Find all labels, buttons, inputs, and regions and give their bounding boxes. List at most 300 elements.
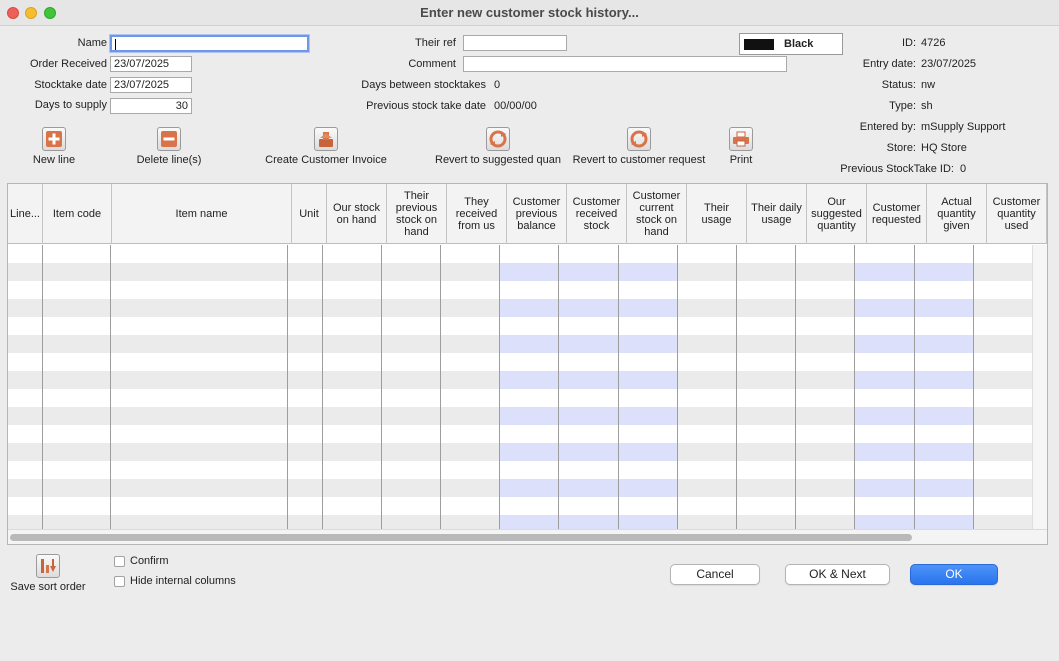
table-cell[interactable] [855,443,914,461]
table-cell[interactable] [323,425,382,443]
table-cell[interactable] [441,389,500,407]
table-cell[interactable] [43,281,111,299]
table-cell[interactable] [43,515,111,530]
table-cell[interactable] [619,443,678,461]
table-cell[interactable] [974,245,1033,263]
table-cell[interactable] [111,281,289,299]
table-cell[interactable] [855,461,914,479]
table-cell[interactable] [619,461,678,479]
table-cell[interactable] [915,281,974,299]
table-cell[interactable] [500,353,559,371]
table-cell[interactable] [974,407,1033,425]
table-cell[interactable] [678,371,737,389]
table-cell[interactable] [737,281,796,299]
table-cell[interactable] [974,425,1033,443]
table-cell[interactable] [382,335,441,353]
table-cell[interactable] [382,317,441,335]
name-input[interactable] [110,35,309,52]
table-cell[interactable] [796,371,855,389]
column-header[interactable]: Customer requested [867,184,927,244]
column-header[interactable]: Customer previous balance [507,184,567,244]
table-cell[interactable] [500,407,559,425]
table-cell[interactable] [43,335,111,353]
table-cell[interactable] [915,245,974,263]
table-cell[interactable] [974,371,1033,389]
table-cell[interactable] [288,479,323,497]
table-cell[interactable] [559,245,618,263]
table-cell[interactable] [619,299,678,317]
table-cell[interactable] [974,353,1033,371]
table-cell[interactable] [8,389,43,407]
table-cell[interactable] [8,407,43,425]
table-cell[interactable] [8,317,43,335]
table-cell[interactable] [382,497,441,515]
table-cell[interactable] [855,479,914,497]
table-cell[interactable] [678,461,737,479]
column-header[interactable]: Line... [8,184,43,244]
table-cell[interactable] [855,389,914,407]
table-row[interactable] [8,353,1033,371]
table-row[interactable] [8,461,1033,479]
table-cell[interactable] [737,515,796,530]
table-cell[interactable] [288,407,323,425]
table-cell[interactable] [441,425,500,443]
table-cell[interactable] [796,317,855,335]
table-cell[interactable] [678,353,737,371]
table-row[interactable] [8,479,1033,497]
table-cell[interactable] [559,443,618,461]
table-cell[interactable] [796,407,855,425]
table-cell[interactable] [500,497,559,515]
table-cell[interactable] [441,371,500,389]
table-cell[interactable] [43,263,111,281]
table-cell[interactable] [796,281,855,299]
table-cell[interactable] [559,479,618,497]
column-header[interactable]: Our suggested quantity [807,184,867,244]
table-cell[interactable] [915,479,974,497]
table-cell[interactable] [915,515,974,530]
table-cell[interactable] [559,389,618,407]
table-cell[interactable] [288,263,323,281]
table-cell[interactable] [619,515,678,530]
table-cell[interactable] [678,389,737,407]
table-cell[interactable] [974,515,1033,530]
table-cell[interactable] [323,371,382,389]
table-cell[interactable] [500,335,559,353]
table-cell[interactable] [8,443,43,461]
table-cell[interactable] [974,497,1033,515]
table-cell[interactable] [111,479,289,497]
table-cell[interactable] [43,353,111,371]
table-cell[interactable] [382,443,441,461]
table-cell[interactable] [974,299,1033,317]
table-cell[interactable] [111,425,289,443]
table-cell[interactable] [288,335,323,353]
table-cell[interactable] [855,425,914,443]
table-cell[interactable] [678,515,737,530]
table-cell[interactable] [974,479,1033,497]
table-cell[interactable] [111,461,289,479]
table-cell[interactable] [737,245,796,263]
table-row[interactable] [8,497,1033,515]
revert-suggested-button[interactable] [434,127,562,166]
table-cell[interactable] [441,281,500,299]
table-cell[interactable] [974,461,1033,479]
table-cell[interactable] [855,407,914,425]
ok-next-button[interactable]: OK & Next [785,564,890,585]
table-cell[interactable] [323,317,382,335]
table-cell[interactable] [382,299,441,317]
table-cell[interactable] [8,335,43,353]
table-cell[interactable] [111,515,289,530]
table-row[interactable] [8,299,1033,317]
new-line-button[interactable] [28,127,80,166]
table-cell[interactable] [382,461,441,479]
table-cell[interactable] [678,425,737,443]
table-cell[interactable] [43,443,111,461]
table-cell[interactable] [288,497,323,515]
table-cell[interactable] [441,407,500,425]
create-invoice-button[interactable] [264,127,388,166]
table-cell[interactable] [619,407,678,425]
table-cell[interactable] [111,353,289,371]
table-cell[interactable] [559,425,618,443]
table-row[interactable] [8,443,1033,461]
comment-input[interactable] [463,56,787,72]
table-cell[interactable] [559,317,618,335]
table-cell[interactable] [796,497,855,515]
table-cell[interactable] [323,497,382,515]
column-header[interactable]: Actual quantity given [927,184,987,244]
table-cell[interactable] [796,299,855,317]
table-cell[interactable] [796,245,855,263]
table-cell[interactable] [441,461,500,479]
table-row[interactable] [8,245,1033,263]
table-cell[interactable] [678,299,737,317]
table-cell[interactable] [43,425,111,443]
table-cell[interactable] [559,371,618,389]
table-cell[interactable] [855,299,914,317]
table-row[interactable] [8,515,1033,530]
table-cell[interactable] [796,479,855,497]
table-cell[interactable] [441,317,500,335]
table-cell[interactable] [737,263,796,281]
table-cell[interactable] [500,281,559,299]
table-cell[interactable] [8,245,43,263]
print-button[interactable] [722,127,760,166]
table-cell[interactable] [915,407,974,425]
table-cell[interactable] [737,497,796,515]
table-cell[interactable] [382,389,441,407]
table-cell[interactable] [288,245,323,263]
table-cell[interactable] [382,353,441,371]
table-cell[interactable] [737,371,796,389]
table-cell[interactable] [619,425,678,443]
table-body[interactable] [8,245,1033,530]
table-cell[interactable] [500,479,559,497]
table-cell[interactable] [974,443,1033,461]
table-cell[interactable] [441,443,500,461]
table-cell[interactable] [500,317,559,335]
table-cell[interactable] [111,335,289,353]
table-cell[interactable] [855,515,914,530]
table-cell[interactable] [559,353,618,371]
delete-lines-button[interactable] [132,127,206,166]
table-cell[interactable] [559,515,618,530]
table-cell[interactable] [737,425,796,443]
table-cell[interactable] [323,353,382,371]
column-header[interactable]: They received from us [447,184,507,244]
table-cell[interactable] [915,371,974,389]
table-cell[interactable] [43,497,111,515]
table-cell[interactable] [915,497,974,515]
table-cell[interactable] [678,443,737,461]
column-header[interactable]: Their daily usage [747,184,807,244]
hide-internal-columns-checkbox[interactable] [114,576,125,587]
table-cell[interactable] [855,353,914,371]
table-cell[interactable] [288,317,323,335]
table-cell[interactable] [915,461,974,479]
table-cell[interactable] [500,371,559,389]
table-cell[interactable] [8,263,43,281]
table-cell[interactable] [323,407,382,425]
table-cell[interactable] [678,281,737,299]
table-cell[interactable] [855,371,914,389]
table-cell[interactable] [678,263,737,281]
table-cell[interactable] [111,407,289,425]
table-cell[interactable] [288,371,323,389]
scrollbar-thumb[interactable] [10,534,912,541]
table-cell[interactable] [796,443,855,461]
table-cell[interactable] [737,335,796,353]
table-cell[interactable] [559,299,618,317]
table-cell[interactable] [500,425,559,443]
table-cell[interactable] [737,353,796,371]
table-cell[interactable] [323,479,382,497]
table-cell[interactable] [8,461,43,479]
table-cell[interactable] [288,281,323,299]
vertical-scroll-track[interactable] [1032,245,1047,530]
table-cell[interactable] [500,515,559,530]
table-cell[interactable] [796,353,855,371]
ok-button[interactable]: OK [910,564,998,585]
revert-request-button[interactable] [570,127,708,166]
table-cell[interactable] [559,407,618,425]
table-cell[interactable] [855,281,914,299]
table-cell[interactable] [619,335,678,353]
column-header[interactable]: Customer received stock [567,184,627,244]
table-cell[interactable] [323,263,382,281]
table-cell[interactable] [737,479,796,497]
table-cell[interactable] [8,515,43,530]
table-cell[interactable] [915,317,974,335]
table-cell[interactable] [500,299,559,317]
table-cell[interactable] [111,443,289,461]
table-cell[interactable] [441,479,500,497]
table-cell[interactable] [559,335,618,353]
table-cell[interactable] [855,245,914,263]
table-row[interactable] [8,389,1033,407]
table-cell[interactable] [915,353,974,371]
table-cell[interactable] [8,425,43,443]
table-cell[interactable] [619,479,678,497]
table-cell[interactable] [382,371,441,389]
table-cell[interactable] [43,479,111,497]
table-cell[interactable] [737,461,796,479]
table-cell[interactable] [111,245,289,263]
table-cell[interactable] [796,389,855,407]
table-cell[interactable] [796,335,855,353]
table-cell[interactable] [974,335,1033,353]
table-cell[interactable] [619,245,678,263]
table-cell[interactable] [111,497,289,515]
table-cell[interactable] [323,389,382,407]
table-cell[interactable] [8,497,43,515]
table-cell[interactable] [43,317,111,335]
horizontal-scrollbar[interactable] [8,529,1047,544]
table-cell[interactable] [43,389,111,407]
table-cell[interactable] [619,389,678,407]
table-cell[interactable] [619,353,678,371]
column-header[interactable]: Item code [43,184,112,244]
table-cell[interactable] [323,443,382,461]
column-header[interactable]: Their previous stock on hand [387,184,447,244]
table-cell[interactable] [111,299,289,317]
their-ref-input[interactable] [463,35,567,51]
table-cell[interactable] [737,299,796,317]
table-cell[interactable] [43,371,111,389]
table-cell[interactable] [855,317,914,335]
table-cell[interactable] [288,515,323,530]
table-cell[interactable] [974,281,1033,299]
table-cell[interactable] [500,389,559,407]
table-cell[interactable] [288,443,323,461]
table-cell[interactable] [382,281,441,299]
table-cell[interactable] [974,317,1033,335]
table-cell[interactable] [855,263,914,281]
table-cell[interactable] [915,389,974,407]
table-cell[interactable] [559,281,618,299]
table-cell[interactable] [8,479,43,497]
table-row[interactable] [8,371,1033,389]
table-cell[interactable] [796,461,855,479]
table-cell[interactable] [111,389,289,407]
table-cell[interactable] [678,479,737,497]
column-header[interactable]: Their usage [687,184,747,244]
table-cell[interactable] [8,371,43,389]
column-header[interactable]: Unit [292,184,327,244]
table-cell[interactable] [737,443,796,461]
table-cell[interactable] [382,407,441,425]
table-cell[interactable] [559,461,618,479]
days-to-supply-field[interactable]: 30 [110,98,192,114]
table-cell[interactable] [43,407,111,425]
table-cell[interactable] [619,281,678,299]
table-cell[interactable] [796,263,855,281]
save-sort-order-button[interactable] [8,554,88,593]
table-row[interactable] [8,425,1033,443]
table-cell[interactable] [441,515,500,530]
table-cell[interactable] [441,299,500,317]
table-cell[interactable] [559,263,618,281]
table-cell[interactable] [8,353,43,371]
table-cell[interactable] [500,263,559,281]
table-cell[interactable] [323,515,382,530]
stock-history-table[interactable] [7,183,1048,545]
table-cell[interactable] [855,335,914,353]
table-cell[interactable] [288,389,323,407]
table-cell[interactable] [288,461,323,479]
table-row[interactable] [8,317,1033,335]
table-cell[interactable] [288,425,323,443]
order-received-field[interactable]: 23/07/2025 [110,56,192,72]
table-cell[interactable] [619,317,678,335]
table-row[interactable] [8,281,1033,299]
table-cell[interactable] [737,407,796,425]
table-cell[interactable] [500,461,559,479]
table-cell[interactable] [500,443,559,461]
table-cell[interactable] [796,515,855,530]
table-row[interactable] [8,263,1033,281]
table-cell[interactable] [288,299,323,317]
table-cell[interactable] [974,263,1033,281]
table-row[interactable] [8,335,1033,353]
table-cell[interactable] [796,425,855,443]
table-cell[interactable] [678,497,737,515]
table-cell[interactable] [678,407,737,425]
table-cell[interactable] [43,461,111,479]
table-cell[interactable] [915,263,974,281]
table-cell[interactable] [678,335,737,353]
table-cell[interactable] [915,425,974,443]
table-cell[interactable] [382,515,441,530]
table-cell[interactable] [441,353,500,371]
table-cell[interactable] [500,245,559,263]
table-cell[interactable] [855,497,914,515]
table-cell[interactable] [288,353,323,371]
table-cell[interactable] [974,389,1033,407]
table-cell[interactable] [8,299,43,317]
table-cell[interactable] [915,299,974,317]
table-cell[interactable] [43,299,111,317]
stocktake-date-field[interactable]: 23/07/2025 [110,77,192,93]
table-cell[interactable] [737,389,796,407]
table-cell[interactable] [441,497,500,515]
column-header[interactable]: Customer current stock on hand [627,184,687,244]
table-cell[interactable] [111,317,289,335]
table-cell[interactable] [323,335,382,353]
column-header[interactable]: Item name [112,184,292,244]
table-cell[interactable] [619,263,678,281]
table-cell[interactable] [323,461,382,479]
cancel-button[interactable]: Cancel [670,564,760,585]
table-cell[interactable] [323,245,382,263]
table-cell[interactable] [382,425,441,443]
table-cell[interactable] [382,245,441,263]
table-cell[interactable] [111,371,289,389]
table-cell[interactable] [737,317,796,335]
column-header[interactable]: Our stock on hand [327,184,387,244]
table-cell[interactable] [559,497,618,515]
table-cell[interactable] [441,245,500,263]
table-cell[interactable] [441,335,500,353]
table-cell[interactable] [441,263,500,281]
table-cell[interactable] [43,245,111,263]
table-cell[interactable] [323,299,382,317]
table-row[interactable] [8,407,1033,425]
table-cell[interactable] [8,281,43,299]
table-cell[interactable] [382,479,441,497]
